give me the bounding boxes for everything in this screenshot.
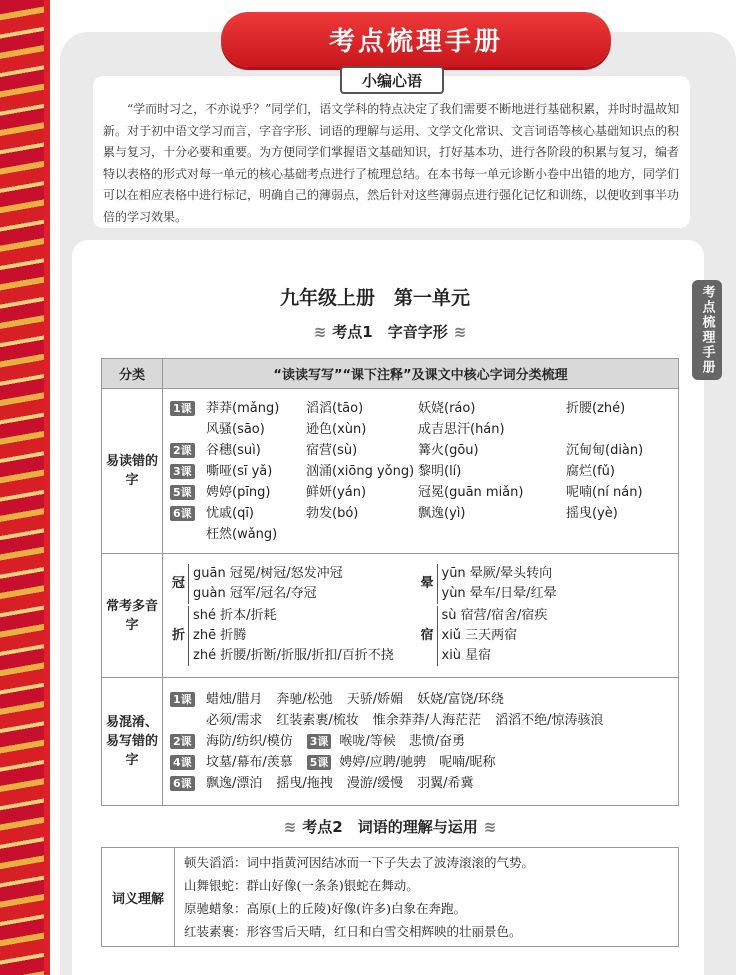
confusing-row [170, 731, 671, 752]
polyphone-group [172, 564, 421, 604]
word-item: 羽翼/希冀 [417, 776, 474, 791]
table-header-category: 分类 [102, 359, 163, 389]
polyphone-char: 宿 [420, 627, 434, 643]
word-item: 摇曳/拖拽 [276, 776, 333, 791]
category-easy-read: 易读错的字 [102, 389, 163, 554]
lesson-badge: 1课 [170, 401, 195, 416]
meaning-line: 原驰蜡象：高原(上的丘陵)好像(许多)白象在奔跑。 [184, 901, 467, 916]
polyphone-readings [188, 606, 394, 666]
word-item: 奔驰/松弛 [276, 692, 333, 707]
meaning-list [176, 849, 677, 945]
meaning-line: 红装素裹：形容雪后天晴，红日和白雪交相辉映的壮丽景色。 [184, 924, 522, 939]
confusing-row [170, 752, 671, 773]
word-item: 折腰(zhé) [566, 400, 626, 416]
word-item: 忧戚(qī) [206, 505, 255, 521]
meaning-line: 山舞银蛇：群山好像(一条条)银蛇在舞动。 [184, 878, 419, 893]
confusing-row [170, 773, 671, 794]
lesson-badge: 3课 [170, 464, 195, 479]
word-item: 篝火(gōu) [418, 442, 479, 458]
lesson-badge: 6课 [170, 776, 195, 791]
editor-note-text: “学而时习之，不亦说乎？”同学们，语文学科的特点决定了我们需要不断地进行基础积累，并时时温故知新。对于初中语文学习而言，字音字形、词语的理解与运用、文学文化常识、文言词语等核心基础知识点的积累与复习，十分必要和重要。为方便同学们掌握语文基础知识，打好基本功，进行各阶段的积累与复习，编者特以表格的形式对每一单元的核心基础考点进行了梳理总结。在本书每一单元诊断小卷中出错的地方，同学们可以在相应表格中进行标记，明确自己的薄弱点，然后针对这些薄弱点进行强化记忆和训练，以便收到事半功倍的学习效果。 [103, 102, 680, 224]
polyphone-reading: zhē 折腾 [193, 627, 247, 643]
word-item: 宿营(sù) [306, 442, 358, 458]
unit-title: 九年级上册 第一单元 [279, 287, 470, 309]
lesson-cell [170, 461, 206, 482]
polyphone-readings [437, 606, 548, 666]
lesson-badge: 3课 [307, 734, 332, 749]
polyphone-reading: yūn 晕厥/晕头转向 [441, 565, 553, 581]
word-item: 黎明(lí) [418, 463, 462, 479]
word-item: 腐烂(fǔ) [566, 463, 615, 479]
word-item [566, 419, 671, 440]
word-item: 蜡烛/腊月 [206, 692, 263, 707]
polyphone-list [164, 560, 677, 672]
word-item: 冠冕(guān miǎn) [418, 484, 524, 500]
word-item [306, 524, 418, 545]
table-header-content: “读读写写”“课下注释”及课文中核心字词分类梳理 [163, 359, 679, 389]
word-item: 谷穗(suì) [206, 442, 261, 458]
lesson-cell [170, 503, 206, 524]
wave-left-icon: ≋ [313, 323, 327, 341]
word-item: 必须/需求 [206, 713, 263, 728]
polyphone-reading: yùn 晕车/日晕/红晕 [441, 585, 557, 601]
word-item: 嘶哑(sī yǎ) [206, 463, 273, 479]
word-item: 妖娆/富饶/环绕 [417, 692, 504, 707]
characters-table [101, 358, 679, 806]
word-item: 娉婷/应聘/驰骋 呢喃/昵称 [339, 755, 496, 770]
polyphone-group [421, 564, 670, 604]
confusing-row [170, 689, 671, 710]
word-item: 莽莽(mǎng) [206, 400, 280, 416]
lesson-badge: 5课 [307, 755, 332, 770]
lesson-badge: 4课 [170, 755, 195, 770]
polyphone-group [172, 606, 421, 666]
polyphone-reading: xiǔ 三天两宿 [441, 627, 518, 643]
lesson-cell [170, 482, 206, 503]
confusing-row [170, 710, 671, 731]
wave-left-icon: ≋ [283, 818, 297, 836]
side-tab[interactable]: 考点梳理手册 [692, 280, 722, 380]
word-item: 沉甸甸(diàn) [566, 442, 644, 458]
polyphone-reading: sù 宿营/宿舍/宿疾 [441, 607, 548, 623]
wave-right-icon: ≋ [483, 818, 497, 836]
category-meaning: 词义理解 [102, 848, 175, 947]
lesson-cell [170, 773, 206, 794]
polyphone-readings [437, 564, 557, 604]
header-banner [221, 12, 611, 67]
banner-title: 考点梳理手册 [328, 27, 503, 57]
lesson-cell [170, 752, 206, 773]
wave-right-icon: ≋ [453, 323, 467, 341]
section-title-2: ≋ 考点2 词语的理解与运用 ≋ [283, 818, 497, 836]
word-item: 天骄/娇媚 [346, 692, 404, 707]
lesson-badge: 6课 [170, 506, 195, 521]
lesson-cell [170, 689, 206, 710]
polyphone-reading: shé 折本/折耗 [193, 607, 277, 623]
word-item: 惟余莽莽/人海茫茫 [372, 713, 482, 728]
lesson-cell [170, 419, 206, 440]
word-item: 逊色(xùn) [306, 421, 367, 437]
word-item: 鲜妍(yán) [306, 484, 367, 500]
word-item: 呢喃(ní nán) [566, 484, 643, 500]
category-polyphone: 常考多音字 [102, 554, 163, 678]
meaning-table [101, 847, 679, 947]
word-item: 摇曳(yè) [566, 505, 618, 521]
word-item: 滔滔不绝/惊涛骇浪 [495, 713, 604, 728]
word-item: 喉咙/等候 悲愤/奋勇 [339, 734, 466, 749]
polyphone-reading: guàn 冠军/冠名/夺冠 [193, 585, 317, 601]
word-item [566, 524, 671, 545]
polyphone-readings [188, 564, 343, 604]
polyphone-char: 晕 [420, 575, 434, 591]
polyphone-reading: zhé 折腰/折断/折服/折扣/百折不挠 [193, 647, 394, 663]
lesson-cell [170, 440, 206, 461]
lesson-badge: 1课 [170, 692, 195, 707]
word-item: 红装素裹/梳妆 [276, 713, 359, 728]
word-item: 勃发(bó) [306, 505, 359, 521]
word-item: 枉然(wǎng) [206, 526, 278, 542]
lesson-badge: 5课 [170, 485, 195, 500]
lesson-badge: 2课 [170, 734, 195, 749]
lesson-cell [170, 710, 206, 731]
word-item: 娉婷(pīng) [206, 484, 271, 500]
polyphone-group [421, 606, 670, 666]
polyphone-char: 折 [172, 627, 186, 643]
word-item: 妖娆(ráo) [418, 400, 476, 416]
word-item [418, 524, 566, 545]
word-item: 滔滔(tāo) [306, 400, 364, 416]
section-title-1: ≋ 考点1 字音字形 ≋ [313, 323, 467, 341]
polyphone-reading: xiù 星宿 [441, 647, 492, 663]
category-confusing: 易混淆、易写错的字 [102, 678, 163, 806]
confusing-list [164, 684, 677, 799]
word-item: 汹涌(xiōng yǒng) [306, 463, 415, 479]
word-item: 飘逸/漂泊 [206, 776, 263, 791]
word-item: 飘逸(yì) [418, 505, 466, 521]
word-item: 漫游/缓慢 [346, 776, 404, 791]
word-item: 海防/纺织/模仿 [206, 734, 293, 749]
word-item: 风骚(sāo) [206, 421, 265, 437]
polyphone-reading: guān 冠冕/树冠/怒发冲冠 [193, 565, 343, 581]
lesson-cell [170, 524, 206, 545]
lesson-badge: 2课 [170, 443, 195, 458]
lesson-cell [170, 398, 206, 419]
word-item: 坟墓/幕布/羡慕 [206, 755, 293, 770]
lesson-cell [170, 731, 206, 752]
meaning-line: 顿失滔滔：词中指黄河因结冰而一下子失去了波涛滚滚的气势。 [184, 855, 535, 870]
easy-read-list [164, 394, 677, 549]
editor-note-title: 小编心语 [340, 66, 444, 94]
word-item: 成吉思汗(hán) [418, 421, 505, 437]
polyphone-char: 冠 [172, 575, 186, 591]
